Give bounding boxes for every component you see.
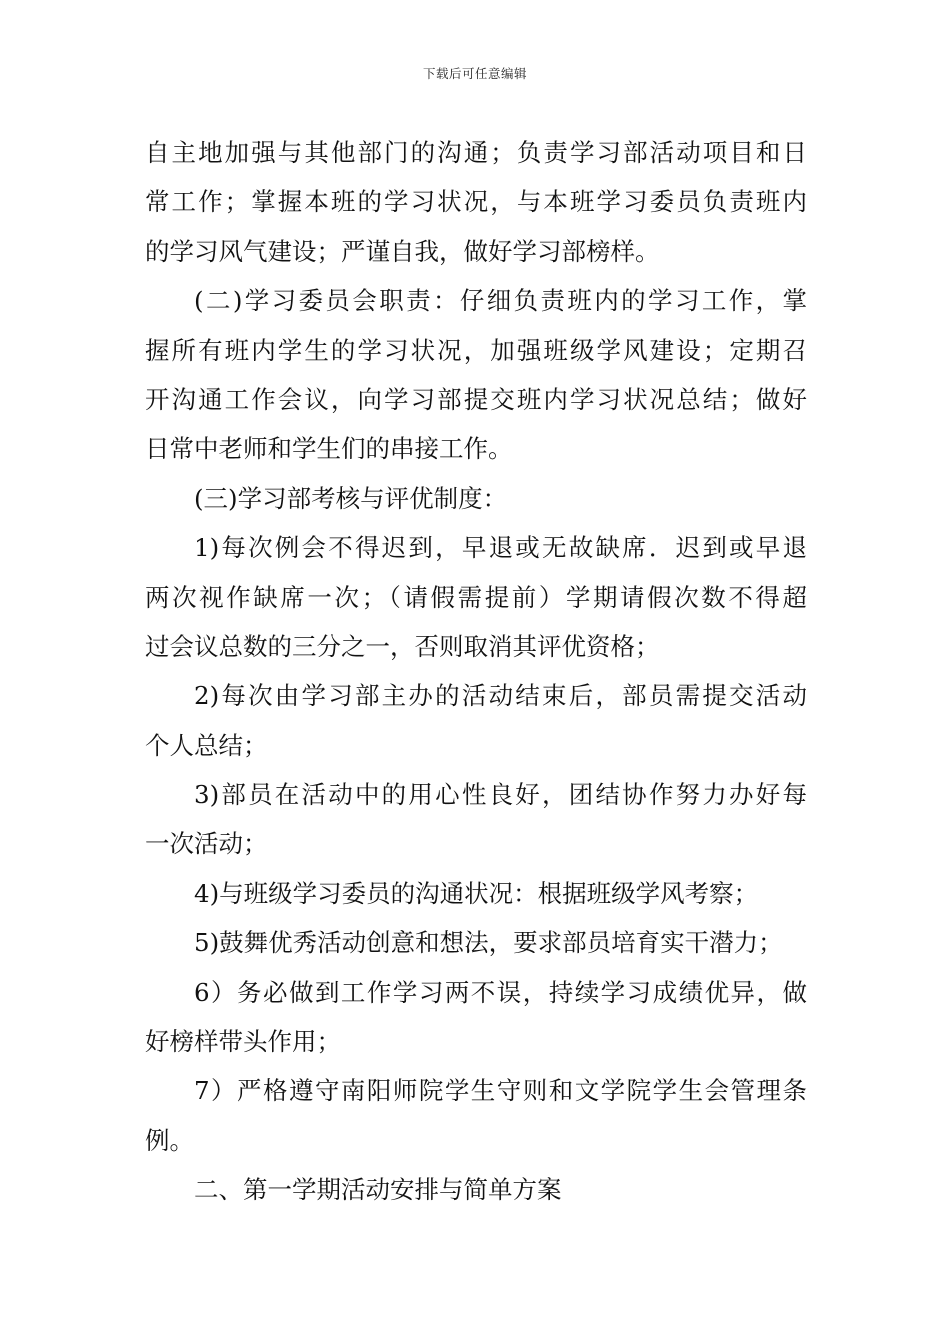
text-line: 两次视作缺席一次；（请假需提前）学期请假次数不得超: [145, 582, 807, 612]
text-line: 2)每次由学习部主办的活动结束后，部员需提交活动: [194, 681, 807, 711]
text-line: 个人总结；: [145, 730, 268, 760]
document-body: [145, 128, 807, 1215]
page-header: 下载后可任意编辑: [422, 66, 527, 81]
text-line: 3)部员在活动中的用心性良好，团结协作努力办好每: [194, 780, 807, 810]
text-line: 好榜样带头作用；: [145, 1027, 341, 1057]
text-line: 5)鼓舞优秀活动创意和想法，要求部员培育实干潜力；: [194, 928, 783, 958]
text-line: 一次活动；: [145, 829, 268, 859]
text-line: 1)每次例会不得迟到，早退或无故缺席．迟到或早退: [194, 533, 807, 563]
text-line: 自主地加强与其他部门的沟通；负责学习部活动项目和日: [145, 138, 807, 167]
text-line: 6）务必做到工作学习两不误，持续学习成绩优异，做: [194, 977, 807, 1007]
text-line: 的学习风气建设；严谨自我，做好学习部榜样。: [145, 236, 660, 266]
text-line: 常工作；掌握本班的学习状况，与本班学习委员负责班内: [145, 187, 807, 217]
text-line: (二)学习委员会职责：仔细负责班内的学习工作，掌: [194, 286, 807, 316]
text-line: 二、第一学期活动安排与简单方案: [194, 1175, 562, 1205]
text-line: 4)与班级学习委员的沟通状况：根据班级学风考察；: [194, 878, 759, 908]
text-line: 开沟通工作会议，向学习部提交班内学习状况总结；做好: [145, 384, 807, 414]
text-line: 握所有班内学生的学习状况，加强班级学风建设；定期召: [145, 335, 807, 365]
text-line: 日常中老师和学生们的串接工作。: [145, 434, 513, 464]
text-line: 7）严格遵守南阳师院学生守则和文学院学生会管理条: [194, 1076, 807, 1106]
text-line: 例。: [145, 1125, 194, 1155]
text-line: 过会议总数的三分之一，否则取消其评优资格；: [145, 631, 660, 661]
text-line: (三)学习部考核与评优制度：: [194, 483, 508, 513]
